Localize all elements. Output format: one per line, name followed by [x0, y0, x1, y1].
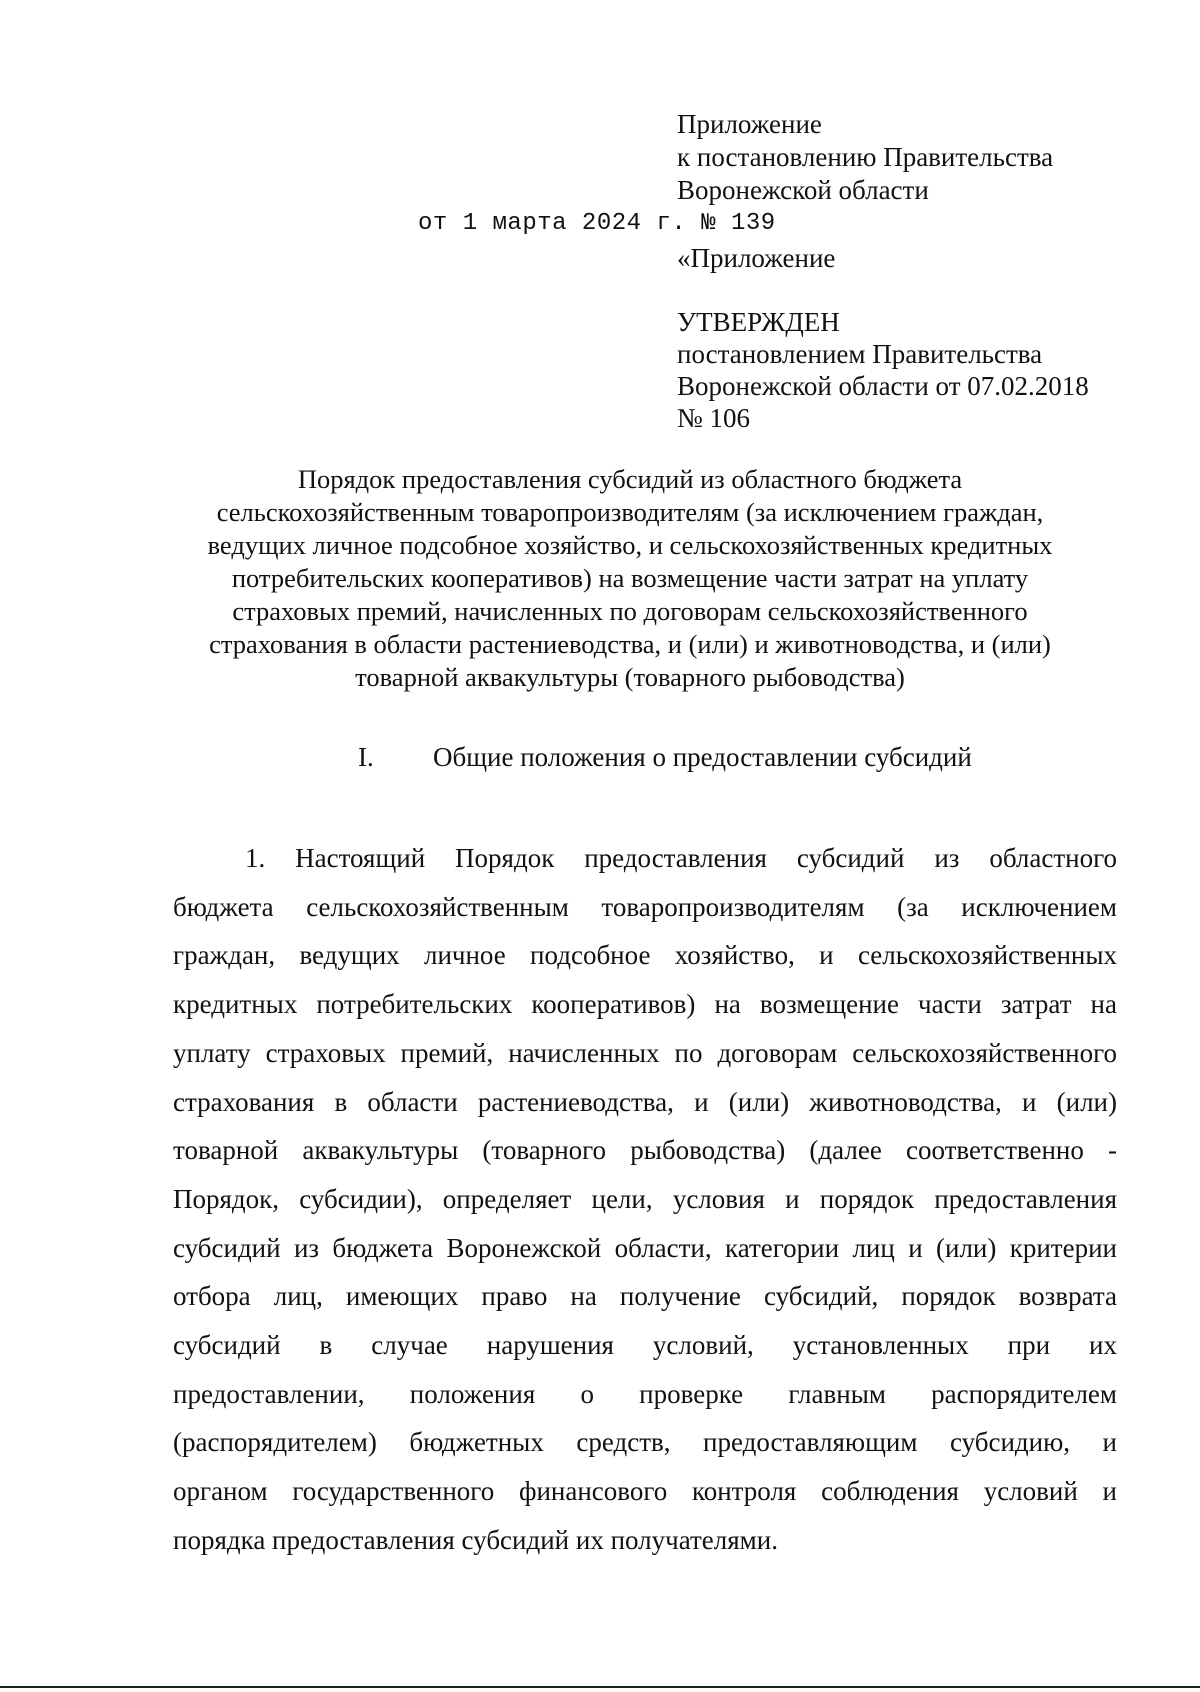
paragraph-line: бюджета сельскохозяйственным товаропроизводителям (за исключением [173, 891, 1117, 922]
section-heading-text: Общие положения о предоставлении субсидий [433, 742, 972, 772]
paragraph-line: органом государственного финансового контроля соблюдения условий и [173, 1476, 1117, 1507]
document-title [170, 463, 1090, 694]
approval-line: постановлением Правительства [677, 339, 1043, 369]
paragraph-line: 1. Настоящий Порядок предоставления субсидий из областного [245, 843, 1117, 873]
approval-line: УТВЕРЖДЕН [677, 307, 840, 337]
title-line: Порядок предоставления субсидий из областного бюджета [297, 464, 963, 494]
paragraph-line: уплату страховых премий, начисленных по договорам сельскохозяйственного [173, 1037, 1117, 1068]
appendix-header-line: Приложение [677, 109, 822, 139]
paragraph-line: Порядок, субсидии), определяет цели, условия и порядок предоставления [173, 1183, 1117, 1214]
bottom-edge-line [0, 1686, 1200, 1688]
paragraph-line: субсидий в случае нарушения условий, установленных при их [173, 1330, 1117, 1361]
approval-line: № 106 [677, 403, 751, 433]
paragraph-line: товарной аквакультуры (товарного рыбоводства) (далее соответственно - [173, 1135, 1117, 1166]
body-paragraph [173, 834, 1117, 1565]
paragraph-line: отбора лиц, имеющих право на получение субсидий, порядок возврата [173, 1281, 1117, 1312]
resolution-date-number: от 1 марта 2024 г. № 139 [418, 210, 776, 237]
section-heading [358, 740, 972, 774]
appendix-header [677, 108, 1053, 207]
title-line: страховых премий, начисленных по договорам сельскохозяйственного [232, 596, 1028, 626]
paragraph-line: предоставлении, положения о проверке главным распорядителем [173, 1378, 1117, 1409]
title-line: товарной аквакультуры (товарного рыбоводства) [355, 662, 905, 692]
appendix-header-line: к постановлению Правительства [677, 142, 1054, 172]
title-line: ведущих личное подсобное хозяйство, и сельскохозяйственных кредитных [207, 530, 1053, 560]
appendix-quote-label: «Приложение [677, 243, 836, 273]
paragraph-line: субсидий из бюджета Воронежской области, категории лиц и (или) критерии [173, 1232, 1117, 1263]
paragraph-line: граждан, ведущих личное подсобное хозяйство, и сельскохозяйственных [173, 940, 1117, 971]
title-line: сельскохозяйственным товаропроизводителям (за исключением граждан, [216, 497, 1044, 527]
title-line: страхования в области растениеводства, и (или) и животноводства, и (или) [209, 629, 1051, 659]
approval-line: Воронежской области от 07.02.2018 [677, 371, 1089, 401]
approval-block [677, 306, 1089, 434]
title-line: потребительских кооперативов) на возмещение части затрат на уплату [231, 563, 1029, 593]
paragraph-line: кредитных потребительских кооперативов) на возмещение части затрат на [173, 989, 1117, 1020]
paragraph-line: порядка предоставления субсидий их получателями. [173, 1524, 778, 1555]
paragraph-line: страхования в области растениеводства, и (или) животноводства, и (или) [173, 1086, 1117, 1117]
appendix-header-line: Воронежской области [677, 175, 929, 205]
paragraph-line: (распорядителем) бюджетных средств, предоставляющим субсидию, и [173, 1427, 1117, 1458]
section-number: I. [358, 742, 374, 772]
